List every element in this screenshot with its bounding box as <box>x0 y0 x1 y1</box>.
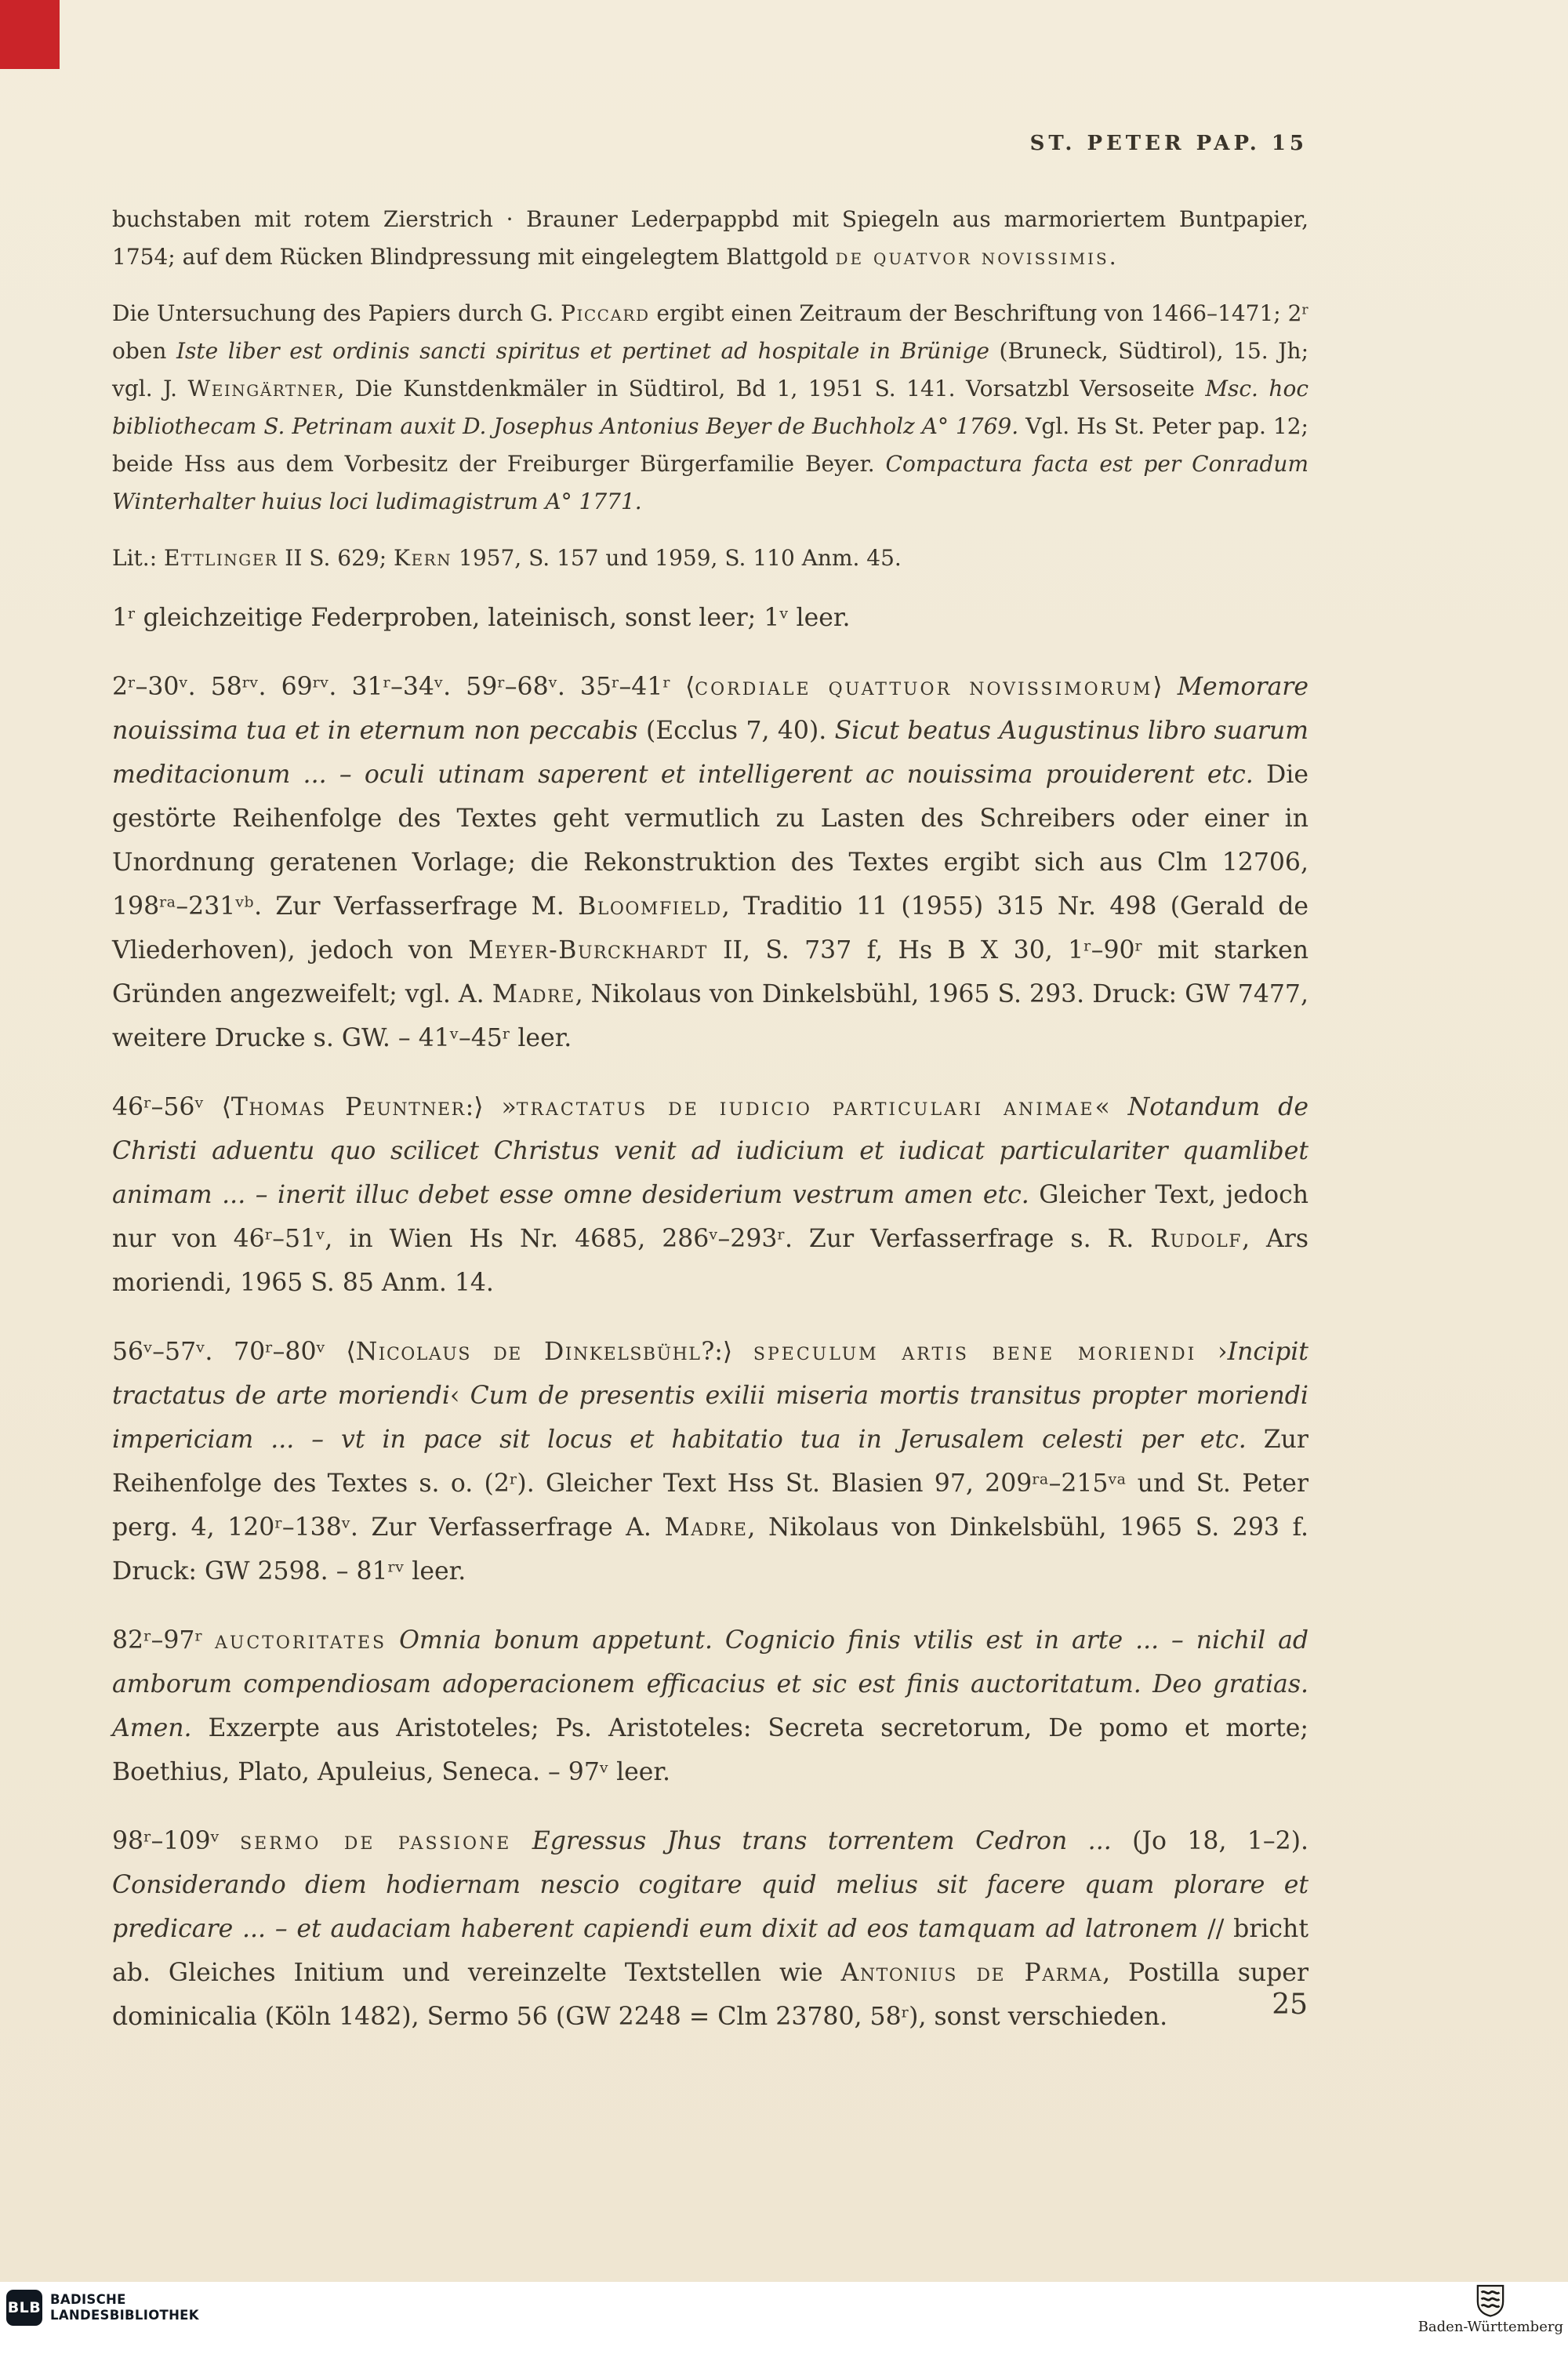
state-label: Baden-Württemberg <box>1417 2319 1563 2335</box>
blb-badge-icon: BLB <box>6 2290 42 2326</box>
blb-logo <box>6 2290 199 2326</box>
library-name <box>50 2292 199 2323</box>
entry-sermo-de-passione: 98$^r$–109$^v$ sermo de passione Egressus Jhus trans torrentem Cedron ... (Jo 18, 1–2). Considerando diem hodiernam nescio cogitare quid melius sit facere quam plorare et predicare ... – et audaciam haberent capiendi eum dixit ad eos tamquam ad latronem // bricht ab. Gleiches Initium und vereinzelte Textstellen wie Antonius de Parma, Postilla super dominicalia (Köln 1482), Sermo 56 (GW 2248 = Clm 23780, 58$^r$), sonst verschieden. <box>112 1827 1309 2031</box>
entry-speculum-artis-bene-moriendi: 56$^v$–57$^v$. 70$^r$–80$^v$ ⟨Nicolaus de Dinkelsbühl?:⟩ speculum artis bene moriendi ›Incipit tractatus de arte moriendi‹ Cum de presentis exilii miseria mortis transitus propter moriendi impericiam ... – vt in pace sit locus et habitatio tua in Jerusalem celesti per etc. Zur Reihenfolge des Textes s. o. (2$^r$). Gleicher Text Hss St. Blasien 97, $209^{ra}-215^{va}$ und St. Peter perg. 4, 120$^r$–138$^v$. Zur Verfasserfrage A. Madre, Nikolaus von Dinkelsbühl, 1965 S. 293 f. Druck: GW 2598. – $81^{rv}$ leer. <box>112 1338 1309 1586</box>
footer-band <box>0 2282 1568 2354</box>
page-number: 25 <box>1272 1989 1308 2021</box>
entry-auctoritates: 82$^r$–97$^r$ auctoritates Omnia bonum appetunt. Cognicio finis vtilis est in arte ... – nichil ad amborum compendiosam adoperacionem efficacius et sic est finis auctoritatum. Deo gratias. Amen. Exzerpte aus Aristoteles; Ps. Aristoteles: Secreta secretorum, De pomo et morte; Boethius, Plato, Apuleius, Seneca. – 97$^v$ leer. <box>112 1626 1309 1786</box>
literature-note: Lit.: Ettlinger II S. 629; Kern 1957, S. 157 und 1959, S. 110 Anm. 45. <box>112 545 902 571</box>
entry-cordiale-quattuor-novissimorum: 2$^r$–30$^v$. $58^{rv}$. $69^{rv}$. 31$^r$–34$^v$. 59$^r$–68$^v$. 35$^r$–41$^r$ ⟨cordiale quattuor novissimorum⟩ Memorare nouissima tua et in eternum non peccabis (Ecclus 7, 40). Sicut beatus Augustinus libro suarum meditacionum ... – oculi utinam saperent et intelligerent ac nouissima prouiderent etc. Die gestörte Reihenfolge des Textes geht vermutlich zu Lasten des Schreibers oder einer in Unordnung geratenen Vorlage; die Rekonstruktion des Textes ergibt sich aus Clm 12706, $198^{ra}-231^{vb}$. Zur Verfasserfrage M. Bloomfield, Traditio 11 (1955) 315 Nr. 498 (Gerald de Vliederhoven), jedoch von Meyer-Burckhardt II, S. 737 f, Hs B X 30, 1$^r$–90$^r$ mit starken Gründen angezweifelt; vgl. A. Madre, Nikolaus von Dinkelsbühl, 1965 S. 293. Druck: GW 7477, weitere Drucke s. GW. – 41$^v$–45$^r$ leer. <box>112 673 1309 1052</box>
library-name-line2: LANDESBIBLIOTHEK <box>50 2308 199 2323</box>
folio-1-note: 1$^r$ gleichzeitige Federproben, lateinisch, sonst leer; 1$^v$ leer. <box>112 604 851 632</box>
entry-tractatus-de-iudicio: 46$^r$–56$^v$ ⟨Thomas Peuntner:⟩ »tractatus de iudicio particulari animae« Notandum de Christi aduentu quo scilicet Christus venit ad iudicium et iudicat particulariter quamlibet animam ... – inerit illuc debet esse omne desiderium vestrum amen etc. Gleicher Text, jedoch nur von 46$^r$–51$^v$, in Wien Hs Nr. 4685, 286$^v$–293$^r$. Zur Verfasserfrage s. R. Rudolf, Ars moriendi, 1965 S. 85 Anm. 14. <box>112 1093 1309 1297</box>
baden-wuerttemberg-crest-icon <box>1475 2284 1505 2317</box>
paper-dating-provenance-note: Die Untersuchung des Papiers durch G. Piccard ergibt einen Zeitraum der Beschriftung von 1466–1471; 2$^r$ oben Iste liber est ordinis sancti spiritus et pertinet ad hospitale in Brünige (Bruneck, Südtirol), 15. Jh; vgl. J. Weingärtner, Die Kunstdenkmäler in Südtirol, Bd 1, 1951 S. 141. Vorsatzbl Versoseite Msc. hoc bibliothecam S. Petrinam auxit D. Josephus Antonius Beyer de Buchholz A° 1769. Vgl. Hs St. Peter pap. 12; beide Hss aus dem Vorbesitz der Freiburger Bürgerfamilie Beyer. Compactura facta est per Conradum Winterhalter huius loci ludimagistrum A° 1771. <box>112 300 1309 514</box>
binding-description-continuation: buchstaben mit rotem Zierstrich · Brauner Lederpappbd mit Spiegeln aus marmoriertem Buntpapier, 1754; auf dem Rücken Blindpressung mit eingelegtem Blattgold de quatvor novissimis. <box>112 206 1308 270</box>
running-header: ST. PETER PAP. 15 <box>1029 132 1308 155</box>
red-corner-mark <box>0 0 60 69</box>
text-block <box>112 201 1308 2064</box>
library-name-line1: BADISCHE <box>50 2292 126 2307</box>
state-emblem <box>1418 2284 1563 2335</box>
